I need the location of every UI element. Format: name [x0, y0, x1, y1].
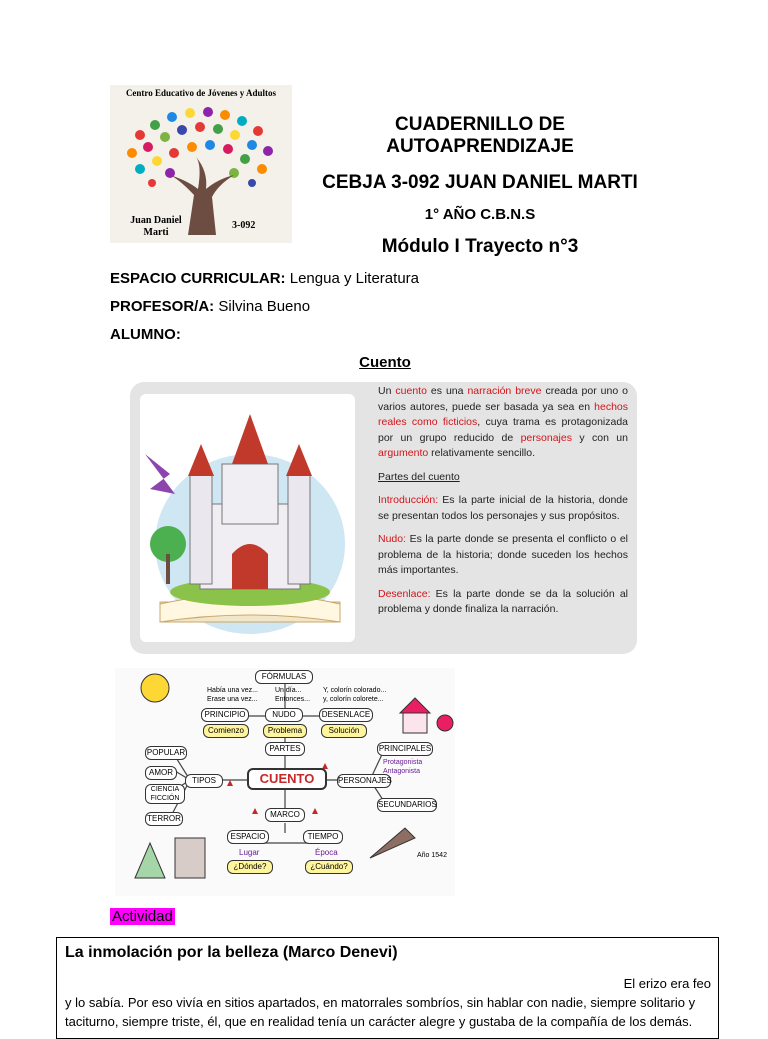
secundarios-node: SECUNDARIOS [377, 798, 437, 812]
formula-middle: Un día... Entonces... [275, 687, 311, 703]
module-label: Módulo I Trayecto n°3 [381, 236, 579, 257]
quill-icon [370, 828, 415, 858]
subject-line: ESPACIO CURRICULAR: Lengua y Literatura [110, 270, 419, 287]
desenlace-paragraph: Desenlace: Es la parte donde se da la solución al problema y donde finaliza la narración. [378, 587, 628, 615]
sun-icon [141, 674, 169, 702]
reading-text: El erizo era feo y lo sabía. Por eso vivía en sitios apartados, en matorrales sombríos, sin hablar con nadie, siempre solitario y taciturno, siempre triste, él, que en realidad tenía un carácter alegre y gustaba de la compañía de los demás. [65, 976, 711, 1029]
ciencia-ficcion-node: CIENCIA FICCIÓN [145, 784, 185, 804]
epoca-label: Época [315, 848, 338, 857]
logo-school-name: Juan Daniel Marti [130, 215, 182, 238]
principio-node: PRINCIPIO [201, 708, 249, 722]
castle-icon [140, 394, 355, 642]
desenlace-node: DESENLACE [319, 708, 373, 722]
personajes-node: PERSONAJES [337, 774, 391, 788]
tipos-node: TIPOS [185, 774, 223, 788]
castle-illustration [140, 394, 355, 642]
formula-closing: Y, colorín colorado... y, colorín colorete... [323, 687, 387, 703]
section-title: Cuento [359, 354, 411, 371]
marco-node: MARCO [265, 808, 305, 822]
page-title: CUADERNILLO DE AUTOAPRENDIZAJE [386, 114, 574, 157]
terror-node: TERROR [145, 812, 183, 826]
nudo-node: NUDO [265, 708, 303, 722]
solucion-node: Solución [321, 724, 367, 738]
activity-label: Actividad [112, 908, 173, 925]
tiempo-node: TIEMPO [303, 830, 343, 844]
story-definition-card [130, 382, 637, 654]
main-characters-list: Protagonista Antagonista [383, 759, 423, 775]
formulas-node: FÓRMULAS [255, 670, 313, 684]
cuento-node: CUENTO [247, 768, 327, 790]
logo-center-name: Centro Educativo de Jóvenes y Adultos [125, 88, 277, 98]
school-logo [110, 85, 292, 243]
school-title: CEBJA 3-092 JUAN DANIEL MARTI [322, 172, 638, 193]
popular-node: POPULAR [145, 746, 187, 760]
logo-school-number: 3-092 [232, 220, 256, 231]
principales-node: PRINCIPALES [377, 742, 433, 756]
story-mind-map [115, 668, 455, 896]
definition-paragraph: Un cuento es una narración breve creada por uno o varios autores, puede ser basada ya sea en hechos reales como ficticios, cuya trama es protagonizada por un grupo reducido de personajes y con un argumento relativamente sencillo. [378, 385, 629, 459]
espacio-node: ESPACIO [227, 830, 269, 844]
partes-node: PARTES [265, 742, 305, 756]
year-label: 1° AÑO C.B.N.S [424, 206, 536, 223]
mountain-icon [135, 843, 165, 878]
nudo-paragraph: Nudo: Es la parte donde se presenta el conflicto o el problema de la historia; donde suceden los hechos más importantes. [378, 533, 628, 576]
card-text [378, 384, 628, 626]
donde-node: ¿Dónde? [227, 860, 273, 874]
castle-drawing-icon [175, 838, 205, 878]
parts-title: Partes del cuento [378, 470, 460, 483]
student-line: ALUMNO: [110, 326, 181, 343]
reading-title: La inmolación por la belleza (Marco Denevi) [65, 944, 398, 961]
amor-node: AMOR [145, 766, 177, 780]
lugar-label: Lugar [239, 848, 260, 857]
cuando-node: ¿Cuándo? [305, 860, 353, 874]
problema-node: Problema [263, 724, 307, 738]
comienzo-node: Comienzo [203, 724, 249, 738]
house-icon [400, 698, 430, 713]
balloon-icon [437, 715, 453, 731]
year-scroll-label: Año 1542 [417, 852, 447, 859]
teacher-line: PROFESOR/A: Silvina Bueno [110, 298, 311, 315]
formula-opening: Había una vez... Erase una vez... [207, 687, 258, 703]
intro-paragraph: Introducción: Es la parte inicial de la historia, donde se presentan todos los personajes y sus propósitos. [378, 494, 628, 522]
